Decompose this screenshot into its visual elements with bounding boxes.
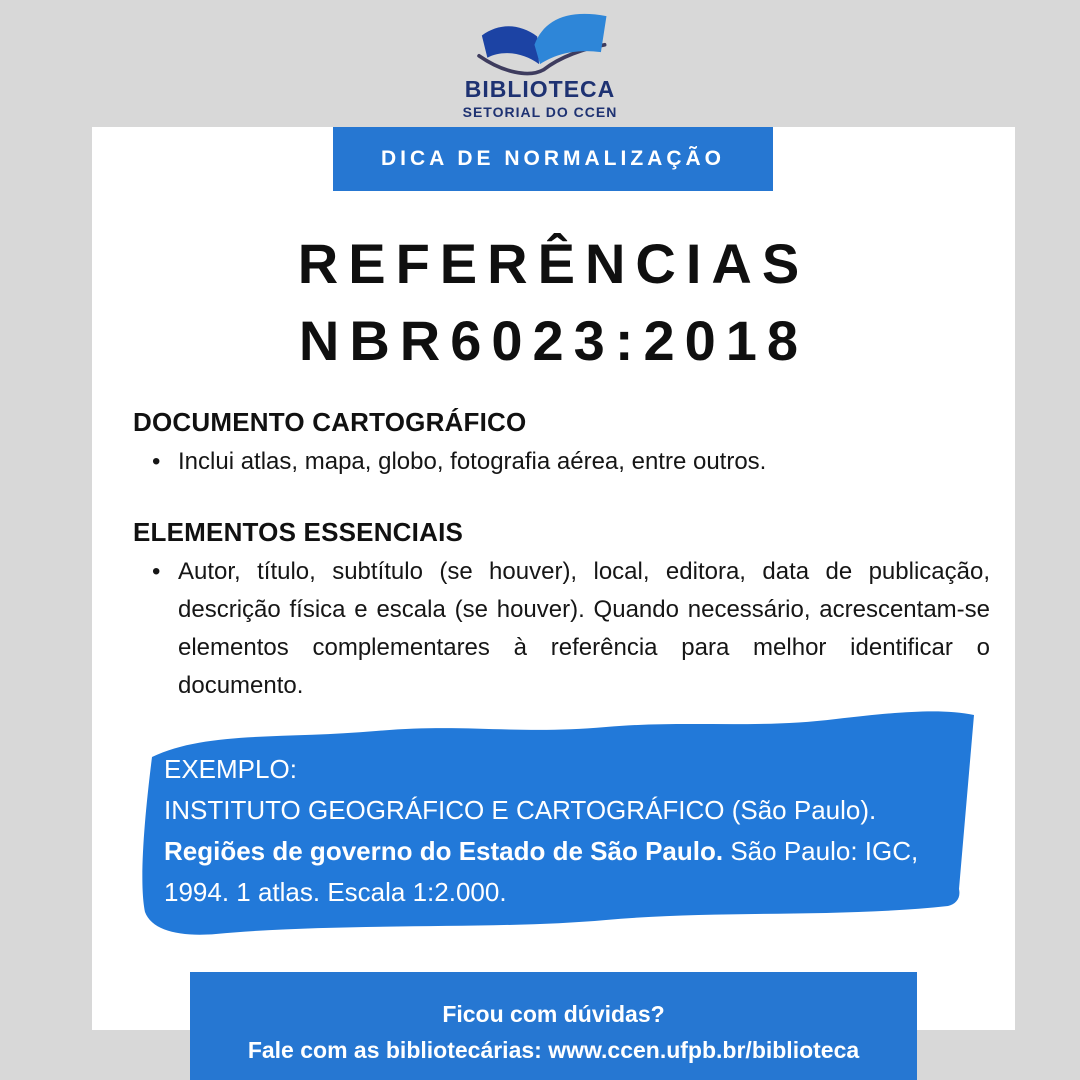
citation-title: Regiões de governo do Estado de São Paulo. [164,836,724,866]
footer-contact-link: Fale com as bibliotecárias: www.ccen.ufpb.br/biblioteca [247,1037,860,1063]
list-item [152,553,990,705]
section-heading-documento-cartografico: DOCUMENTO CARTOGRÁFICO [133,407,527,437]
banner-label: DICA DE NORMALIZAÇÃO [380,147,726,170]
library-logo [0,6,1080,120]
citation-author: INSTITUTO GEOGRÁFICO E CARTOGRÁFICO (São Paulo). [164,795,877,825]
example-label: EXEMPLO: [164,754,297,784]
title-line2: NBR6023:2018 [298,309,809,372]
category-banner [333,127,773,191]
content-card [92,127,1015,1030]
example-reference [164,749,964,913]
bullet-text: Inclui atlas, mapa, globo, fotografia aérea, entre outros. [178,448,767,475]
example-citation [164,790,964,913]
logo-subtitle: SETORIAL DO CCEN [462,104,618,120]
citation-imprint: São Paulo: IGC, 1994. 1 atlas. Escala 1:2.000. [164,836,919,907]
logo-title: BIBLIOTECA [464,76,616,102]
list-item [152,443,982,481]
section-heading-elementos-essenciais: ELEMENTOS ESSENCIAIS [133,517,464,547]
contact-footer [190,972,917,1080]
page-title [92,225,1015,379]
open-book-icon [460,6,620,78]
bullet-text: Autor, título, subtítulo (se houver), local, editora, data de publicação, descrição física e escala (se houver). Quando necessário, acrescentam-se elementos complementares à referência para melhor identificar o documento. [178,558,990,699]
bullet-icon: • [152,448,161,475]
title-line1: REFERÊNCIAS [297,232,810,295]
footer-question: Ficou com dúvidas? [442,1001,665,1027]
bullet-icon: • [152,558,161,585]
